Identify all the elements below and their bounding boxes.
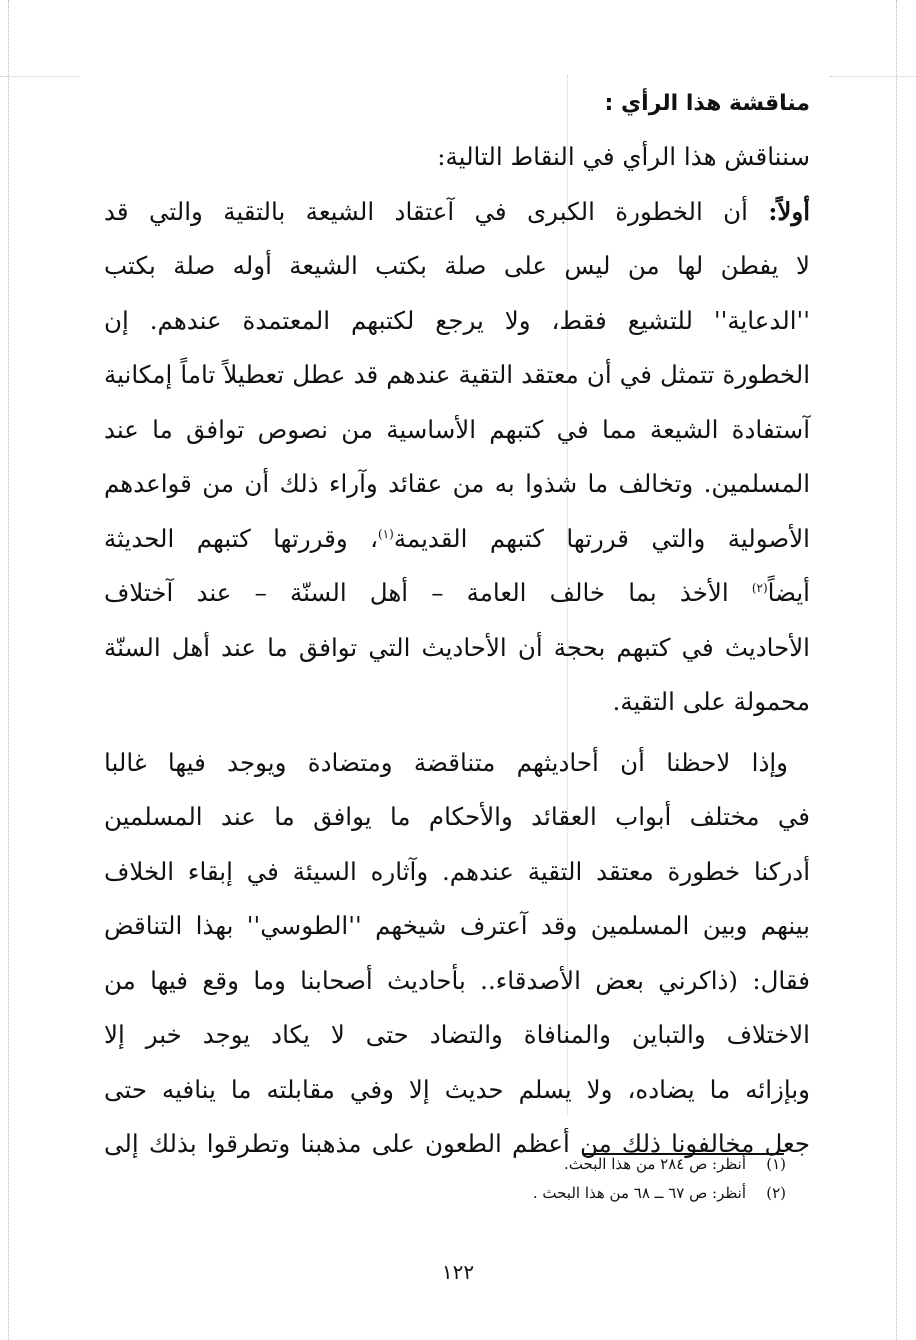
paragraph-line: المسلمين. وتخالف ما شذوا به من عقائد وآراء ذلك أن من قواعدهم bbox=[104, 469, 810, 498]
footnote-ref-1[interactable]: (١) bbox=[377, 526, 394, 541]
footnote-item bbox=[186, 1150, 786, 1179]
paragraph-line: وإذا لاحظنا أن أحاديثهم متناقضة ومتضادة ويوجد فيها غالبا bbox=[104, 747, 788, 777]
paragraph-line bbox=[104, 185, 810, 240]
paragraph-line: أدركنا خطورة معتقد التقية عندهم. وآثاره السيئة في إبقاء الخلاف bbox=[104, 856, 810, 886]
scan-artifact-line bbox=[896, 0, 897, 1340]
page-number: ١٢٢ bbox=[441, 1260, 475, 1284]
paragraph-line: وبإزائه ما يضاده، ولا يسلم حديث إلا وفي مقابلته ما ينافيه حتى bbox=[104, 1074, 810, 1104]
scan-artifact-dash bbox=[830, 76, 916, 77]
scan-artifact-dash bbox=[0, 76, 80, 77]
paragraph-line: جعل مخالفونا ذلك من أعظم الطعون على مذهبنا وتطرقوا بذلك إلى bbox=[104, 1129, 810, 1158]
paragraph-line: بينهم وبين المسلمين وقد آعترف شيخهم ''الطوسي'' بهذا التناقض bbox=[104, 911, 810, 940]
paragraph-lead: أولاً: bbox=[768, 196, 811, 226]
section-heading: مناقشة هذا الرأي : bbox=[604, 91, 810, 116]
paragraph-line: الأحاديث في كتبهم بحجة أن الأحاديث التي توافق ما عند أهل السنّة bbox=[104, 632, 810, 662]
line-text: أن الخطورة الكبرى في آعتقاد الشيعة بالتقية والتي قد bbox=[104, 196, 748, 226]
paragraph-line: فقال: (ذاكرني بعض الأصدقاء.. بأحاديث أصحابنا وما وقع فيها من bbox=[104, 965, 810, 995]
footnote-item bbox=[186, 1179, 786, 1208]
footnote-number: (١) bbox=[766, 1155, 786, 1173]
main-text bbox=[104, 80, 810, 1172]
footnotes bbox=[186, 1150, 786, 1208]
paragraph-line: محمولة على التقية. bbox=[612, 687, 810, 716]
paragraph-line: في مختلف أبواب العقائد والأحكام ما يوافق ما عند المسلمين bbox=[104, 802, 810, 831]
paragraph-line: الخطورة تتمثل في أن معتقد التقية عندهم قد عطل تعطيلاً تاماً إمكانية bbox=[104, 360, 810, 389]
footnote-text: أنظر: ص ٢٨٤ من هذا البحث. bbox=[564, 1155, 746, 1173]
paragraph-line: آستفادة الشيعة مما في كتبهم الأساسية من نصوص توافق ما عند bbox=[104, 414, 810, 444]
line-text: ، وقررتها كتبهم الحديثة bbox=[104, 523, 378, 553]
line-text: الأصولية والتي قررتها كتبهم القديمة bbox=[393, 523, 810, 553]
footnote-ref-2[interactable]: (٢) bbox=[751, 580, 768, 595]
paragraph-line: ''الدعاية'' للتشيع فقط، ولا يرجع لكتبهم المعتمدة عندهم. إن bbox=[104, 305, 810, 335]
line-text: الأخذ بما خالف العامة – أهل السنّة – عند آختلاف bbox=[104, 578, 752, 607]
paragraph-line: الاختلاف والتباين والمنافاة والتضاد حتى لا يكاد يوجد خبر إلا bbox=[104, 1020, 810, 1049]
paragraph-line bbox=[104, 512, 810, 567]
footnote-text: أنظر: ص ٦٧ ــ ٦٨ من هذا البحث . bbox=[532, 1184, 746, 1202]
scan-artifact-line bbox=[8, 0, 9, 1340]
paragraph-line: لا يفطن لها من ليس على صلة بكتب الشيعة أوله صلة بكتب bbox=[104, 251, 811, 280]
footnote-number: (٢) bbox=[766, 1184, 786, 1202]
line-text: أيضاً bbox=[767, 578, 810, 607]
intro-line: سنناقش هذا الرأي في النقاط التالية: bbox=[437, 142, 810, 171]
paragraph-line bbox=[104, 566, 810, 621]
